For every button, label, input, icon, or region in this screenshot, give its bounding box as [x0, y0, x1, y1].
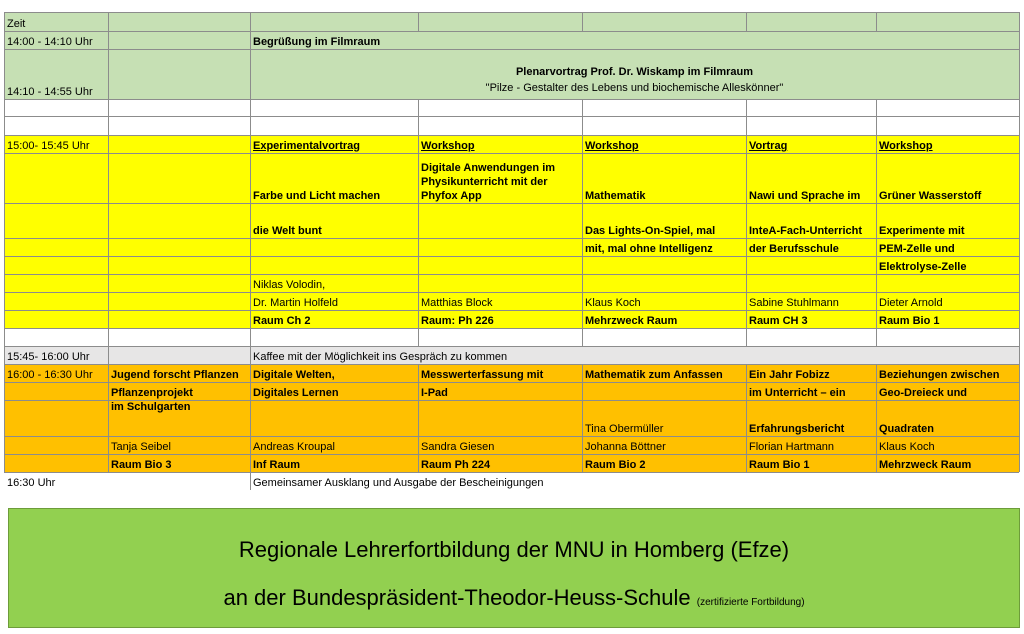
grid-line — [418, 99, 419, 116]
s1-col4-type: Workshop — [585, 140, 639, 152]
grid-line — [250, 328, 251, 346]
grid-line — [582, 328, 746, 329]
grid-line — [4, 310, 5, 328]
grid-line — [108, 256, 109, 274]
grid-line — [582, 274, 583, 292]
grid-line — [876, 328, 877, 346]
grid-line — [746, 256, 747, 274]
grid-line — [876, 12, 877, 31]
s1-col4-title-2: Das Lights-On-Spiel, mal — [585, 225, 716, 237]
grid-line — [876, 274, 1019, 275]
keynote-subtitle: "Pilze - Gestalter des Lebens und biochemische Alleskönner" — [485, 82, 784, 94]
s2-col1-title-3: im Schulgarten — [111, 401, 191, 413]
row-background — [4, 328, 1019, 346]
grid-line — [4, 454, 108, 455]
s2-col2-speaker: Andreas Kroupal — [253, 441, 335, 453]
grid-line — [4, 328, 108, 329]
keynote-title: Plenarvortrag Prof. Dr. Wiskamp im Filmraum — [515, 66, 754, 78]
s1-col5-room: Raum CH 3 — [749, 315, 808, 327]
s2-col3-title-1: Messwerterfassung mit — [421, 369, 544, 381]
grid-line — [582, 99, 746, 100]
row-background — [4, 256, 1019, 274]
grid-line — [1019, 328, 1020, 346]
s2-col3-room: Raum Ph 224 — [421, 459, 491, 471]
s1-col6-type: Workshop — [879, 140, 933, 152]
grid-line — [582, 382, 583, 400]
grid-line — [418, 256, 582, 257]
grid-line — [108, 328, 250, 329]
grid-line — [1019, 116, 1020, 135]
grid-line — [582, 256, 583, 274]
grid-line — [418, 238, 419, 256]
grid-line — [418, 99, 582, 100]
grid-line — [4, 400, 5, 436]
grid-line — [108, 274, 109, 292]
grid-line — [4, 99, 108, 100]
grid-line — [108, 274, 250, 275]
row-background — [4, 12, 1019, 31]
s1-col6-title-1: Grüner Wasserstoff — [879, 190, 982, 202]
banner-line-2 — [9, 585, 1019, 616]
grid-line — [4, 256, 108, 257]
grid-line — [876, 116, 1019, 117]
s2-col4-speaker-1: Tina Obermüller — [585, 423, 664, 435]
header-label: Zeit — [7, 18, 26, 30]
grid-line — [1019, 49, 1020, 99]
grid-line — [108, 12, 109, 31]
s1-col6-title-2: Experimente mit — [879, 225, 965, 237]
grid-line — [1019, 153, 1020, 203]
grid-line — [418, 256, 419, 274]
grid-line — [108, 203, 109, 238]
banner-line-1: Regionale Lehrerfortbildung der MNU in Homberg (Efze) — [238, 537, 790, 562]
grid-line — [746, 116, 876, 117]
s1-col3-type: Workshop — [421, 140, 475, 152]
s2-col6-room: Mehrzweck Raum — [879, 459, 972, 471]
s2-col6-title-1: Beziehungen zwischen — [879, 369, 1000, 381]
s1-col2-type: Experimentalvortrag — [253, 140, 360, 152]
grid-line — [108, 31, 250, 32]
s2-col5-title-2: im Unterricht – ein — [749, 387, 846, 399]
s2-col2-title-2: Digitales Lernen — [253, 387, 339, 399]
grid-line — [418, 116, 419, 135]
grid-line — [250, 238, 418, 239]
break-text: Kaffee mit der Möglichkeit ins Gespräch zu kommen — [253, 351, 508, 363]
grid-line — [250, 12, 251, 31]
grid-line — [1019, 400, 1020, 436]
s2-col6-speaker: Klaus Koch — [879, 441, 935, 453]
grid-line — [746, 256, 876, 257]
grid-line — [582, 116, 583, 135]
s1-col4-title-1: Mathematik — [585, 190, 646, 202]
s2-col5-room: Raum Bio 1 — [749, 459, 810, 471]
grid-line — [250, 116, 251, 135]
grid-line — [108, 256, 250, 257]
grid-line — [108, 31, 109, 49]
grid-line — [876, 328, 1019, 329]
grid-line — [4, 238, 108, 239]
grid-line — [108, 346, 250, 347]
s1-col4-speaker: Klaus Koch — [585, 297, 641, 309]
grid-line — [4, 153, 5, 203]
s2-col5-speaker: Florian Hartmann — [749, 441, 834, 453]
grid-line — [582, 328, 583, 346]
grid-line — [582, 99, 583, 116]
s1-col5-title-3: der Berufsschule — [749, 243, 839, 255]
grid-line — [108, 310, 250, 311]
grid-line — [4, 238, 5, 256]
grid-line — [250, 328, 418, 329]
grid-line — [1019, 346, 1020, 364]
grid-line — [4, 292, 5, 310]
grid-line — [4, 116, 5, 135]
grid-line — [250, 116, 418, 117]
grid-line — [876, 31, 1019, 32]
s2-col4-title-1: Mathematik zum Anfassen — [585, 369, 723, 381]
s1-col4-title-3: mit, mal ohne Intelligenz — [585, 243, 713, 255]
grid-line — [876, 99, 1019, 100]
grid-line — [746, 49, 876, 50]
s2-col5-title-1: Ein Jahr Fobizz — [749, 369, 830, 381]
s1-col3-speaker: Matthias Block — [421, 297, 493, 309]
grid-line — [1019, 310, 1020, 328]
closing-text: Gemeinsamer Ausklang und Ausgabe der Bescheinigungen — [253, 477, 544, 489]
grid-line — [4, 153, 108, 154]
s1-col6-speaker: Dieter Arnold — [879, 297, 943, 309]
grid-line — [108, 116, 250, 117]
grid-line — [4, 274, 5, 292]
grid-line — [582, 382, 746, 383]
grid-line — [876, 274, 877, 292]
grid-line — [418, 238, 582, 239]
grid-line — [250, 256, 251, 274]
grid-line — [876, 116, 877, 135]
grid-line — [4, 436, 5, 454]
grid-line — [582, 31, 746, 32]
grid-line — [746, 328, 876, 329]
grid-line — [108, 153, 250, 154]
grid-line — [4, 203, 5, 238]
grid-line — [4, 99, 5, 116]
grid-line — [876, 99, 877, 116]
grid-line — [746, 328, 747, 346]
grid-line — [1019, 436, 1020, 454]
grid-line — [108, 310, 109, 328]
grid-line — [108, 203, 250, 204]
s1-col6-title-3: PEM-Zelle und — [879, 243, 955, 255]
time-break: 15:45- 16:00 Uhr — [7, 351, 90, 363]
time-closing: 16:30 Uhr — [7, 477, 56, 489]
grid-line — [746, 99, 747, 116]
grid-line — [1019, 135, 1020, 153]
grid-line — [746, 99, 876, 100]
grid-line — [1019, 274, 1020, 292]
grid-line — [1019, 382, 1020, 400]
grid-line — [418, 203, 419, 238]
grid-line — [250, 49, 418, 50]
s1-col5-speaker: Sabine Stuhlmann — [749, 297, 839, 309]
s1-col2-speaker-2: Dr. Martin Holfeld — [253, 297, 338, 309]
grid-line — [108, 12, 250, 13]
grid-line — [582, 256, 746, 257]
welcome-title: Begrüßung im Filmraum — [253, 36, 381, 48]
grid-line — [108, 99, 250, 100]
grid-line — [250, 12, 418, 13]
grid-line — [582, 116, 746, 117]
grid-line — [108, 292, 109, 310]
s1-col2-speaker-1: Niklas Volodin, — [253, 279, 326, 291]
grid-line — [418, 203, 582, 204]
grid-line — [418, 274, 419, 292]
s1-col2-title-1: Farbe und Licht machen — [253, 190, 381, 202]
s2-col1-speaker: Tanja Seibel — [111, 441, 171, 453]
grid-line — [4, 292, 108, 293]
s1-col3-room: Raum: Ph 226 — [421, 315, 494, 327]
s1-col5-type: Vortrag — [749, 140, 788, 152]
grid-line — [1019, 292, 1020, 310]
grid-line — [108, 328, 109, 346]
s2-col6-title-3: Quadraten — [879, 423, 935, 435]
grid-line — [250, 400, 418, 401]
grid-line — [418, 12, 419, 31]
grid-line — [108, 292, 250, 293]
s1-col2-title-2: die Welt bunt — [253, 225, 322, 237]
grid-line — [108, 135, 250, 136]
s2-col3-title-2: I-Pad — [421, 387, 448, 399]
s2-col4-room: Raum Bio 2 — [585, 459, 646, 471]
grid-line — [582, 274, 746, 275]
s1-col6-title-4: Elektrolyse-Zelle — [879, 261, 967, 273]
grid-line — [746, 12, 876, 13]
s1-col4-room: Mehrzweck Raum — [585, 315, 678, 327]
grid-line — [418, 49, 582, 50]
grid-line — [418, 400, 419, 436]
time-session-2: 16:00 - 16:30 Uhr — [7, 369, 93, 381]
s1-col2-room: Raum Ch 2 — [253, 315, 311, 327]
grid-line — [4, 400, 108, 401]
grid-line — [1019, 256, 1020, 274]
grid-line — [250, 256, 418, 257]
grid-line — [1019, 31, 1020, 49]
grid-line — [418, 116, 582, 117]
grid-line — [4, 116, 108, 117]
grid-line — [582, 49, 746, 50]
grid-line — [1019, 203, 1020, 238]
s2-col3-speaker: Sandra Giesen — [421, 441, 495, 453]
grid-line — [108, 238, 250, 239]
time-keynote: 14:10 - 14:55 Uhr — [7, 86, 93, 98]
grid-line — [418, 328, 582, 329]
s2-col2-title-1: Digitale Welten, — [253, 369, 335, 381]
grid-line — [4, 454, 5, 472]
grid-line — [108, 49, 250, 50]
grid-line — [4, 382, 108, 383]
banner-certified-note: (zertifizierte Fortbildung) — [696, 597, 805, 608]
banner-school: an der Bundespräsident-Theodor-Heuss-Schule — [223, 585, 691, 610]
grid-line — [108, 116, 109, 135]
grid-line — [108, 135, 109, 153]
grid-line — [4, 256, 5, 274]
grid-line — [1019, 454, 1020, 472]
s1-col3-title-1: Digitale Anwendungen im Physikunterricht mit der Phyfox App — [421, 162, 556, 202]
grid-line — [746, 12, 747, 31]
time-session-1: 15:00- 15:45 Uhr — [7, 140, 90, 152]
grid-line — [4, 328, 5, 346]
grid-line — [250, 99, 418, 100]
s2-col1-room: Raum Bio 3 — [111, 459, 172, 471]
grid-line — [418, 12, 582, 13]
grid-line — [1019, 12, 1020, 31]
grid-line — [4, 382, 5, 400]
grid-line — [108, 49, 109, 99]
grid-line — [746, 31, 876, 32]
grid-line — [108, 238, 109, 256]
grid-line — [108, 346, 109, 364]
grid-line — [4, 274, 108, 275]
grid-line — [1019, 238, 1020, 256]
grid-line — [746, 274, 747, 292]
grid-line — [876, 49, 1019, 50]
grid-line — [4, 310, 108, 311]
grid-line — [582, 12, 746, 13]
s2-col4-speaker-2: Johanna Böttner — [585, 441, 666, 453]
row-background — [4, 116, 1019, 135]
grid-line — [418, 328, 419, 346]
s2-col2-room: Inf Raum — [253, 459, 301, 471]
grid-line — [582, 12, 583, 31]
time-welcome: 14:00 - 14:10 Uhr — [7, 36, 93, 48]
grid-line — [418, 274, 582, 275]
grid-line — [108, 153, 109, 203]
s1-col6-room: Raum Bio 1 — [879, 315, 940, 327]
grid-line — [250, 99, 251, 116]
grid-line — [250, 238, 251, 256]
grid-line — [1019, 364, 1020, 382]
grid-line — [418, 400, 582, 401]
s2-col1-title-2: Pflanzenprojekt — [111, 387, 193, 399]
s1-col5-title-1: Nawi und Sprache im — [749, 190, 861, 202]
s2-col1-title-1: Jugend forscht Pflanzen — [111, 369, 239, 381]
grid-line — [876, 12, 1019, 13]
grid-line — [4, 436, 108, 437]
row-background — [4, 99, 1019, 116]
s2-col6-title-2: Geo-Dreieck und — [879, 387, 968, 399]
grid-line — [746, 274, 876, 275]
grid-line — [250, 400, 251, 436]
row-background — [4, 274, 1019, 292]
s1-col5-title-2: InteA-Fach-Unterricht — [749, 225, 863, 237]
s2-col5-title-3: Erfahrungsbericht — [749, 423, 845, 435]
grid-line — [746, 116, 747, 135]
title-banner — [8, 508, 1020, 628]
grid-line — [1019, 99, 1020, 116]
grid-line — [4, 203, 108, 204]
grid-line — [108, 99, 109, 116]
